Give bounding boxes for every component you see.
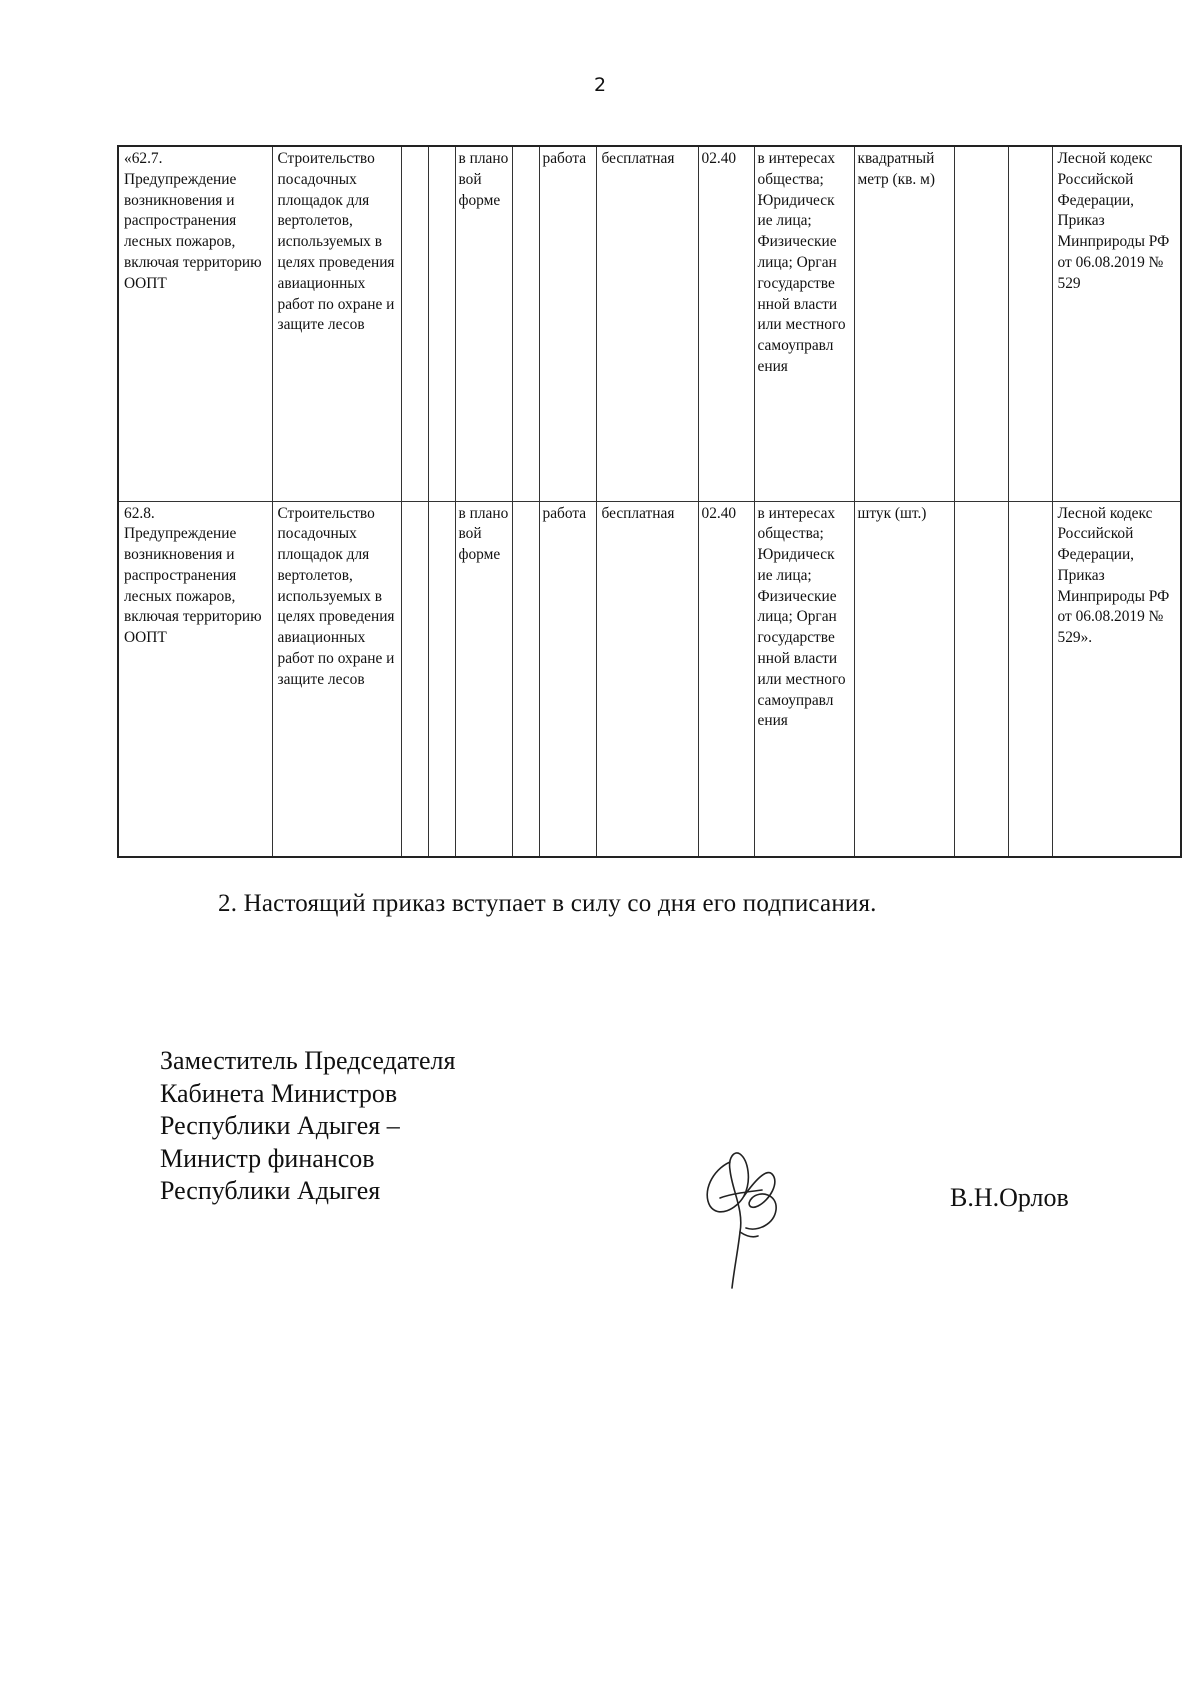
legal-basis-cell: Лесной кодекс Российской Федерации, Приказ Минприроды РФ от 06.08.2019 № 529 xyxy=(1052,146,1181,501)
signer-position-line: Министр финансов xyxy=(160,1143,375,1173)
services-table xyxy=(117,145,1182,858)
payment-cell: бесплатная xyxy=(596,501,698,857)
signer-position-line: Кабинета Министров xyxy=(160,1078,398,1108)
code-cell: 02.40 xyxy=(698,146,754,501)
empty-cell xyxy=(428,501,455,857)
type-cell: работа xyxy=(539,146,596,501)
service-content-cell: Строительство посадочных площадок для вертолетов, используемых в целях проведения авиационных работ по охране и защите лесов xyxy=(272,501,401,857)
empty-cell xyxy=(1008,501,1052,857)
signer-position xyxy=(160,1045,455,1208)
consumers-cell: в интересах общества; Юридическ ие лица; Физические лица; Орган государстве нной власти или местного самоуправл ения xyxy=(754,146,854,501)
handwritten-signature-icon xyxy=(700,1140,790,1290)
service-name-cell: «62.7. Предупреждение возникновения и распространения лесных пожаров, включая территорию ООПТ xyxy=(118,146,272,501)
empty-cell xyxy=(512,146,539,501)
empty-cell xyxy=(954,146,1008,501)
form-cell: в плано вой форме xyxy=(455,146,512,501)
table-row xyxy=(118,146,1181,501)
code-cell: 02.40 xyxy=(698,501,754,857)
type-cell: работа xyxy=(539,501,596,857)
service-content-cell: Строительство посадочных площадок для вертолетов, используемых в целях проведения авиационных работ по охране и защите лесов xyxy=(272,146,401,501)
signer-name: В.Н.Орлов xyxy=(950,1183,1069,1212)
empty-cell xyxy=(401,146,428,501)
table-row xyxy=(118,501,1181,857)
legal-basis-cell: Лесной кодекс Российской Федерации, Приказ Минприроды РФ от 06.08.2019 № 529». xyxy=(1052,501,1181,857)
empty-cell xyxy=(401,501,428,857)
signer-position-line: Заместитель Председателя xyxy=(160,1046,456,1075)
empty-cell xyxy=(428,146,455,501)
signer-position-line: Республики Адыгея – xyxy=(160,1111,400,1140)
empty-cell xyxy=(954,501,1008,857)
signer-position-line: Республики Адыгея xyxy=(160,1176,381,1205)
form-cell: в плано вой форме xyxy=(455,501,512,857)
unit-cell: квадратный метр (кв. м) xyxy=(854,146,954,501)
payment-cell: бесплатная xyxy=(596,146,698,501)
page-number: 2 xyxy=(593,74,607,96)
empty-cell xyxy=(512,501,539,857)
unit-cell: штук (шт.) xyxy=(854,501,954,857)
service-name-cell: 62.8. Предупреждение возникновения и распространения лесных пожаров, включая территорию ООПТ xyxy=(118,501,272,857)
effective-date-clause: 2. Настоящий приказ вступает в силу со дня его подписания. xyxy=(218,890,877,917)
consumers-cell: в интересах общества; Юридическ ие лица; Физические лица; Орган государстве нной власти или местного самоуправл ения xyxy=(754,501,854,857)
empty-cell xyxy=(1008,146,1052,501)
